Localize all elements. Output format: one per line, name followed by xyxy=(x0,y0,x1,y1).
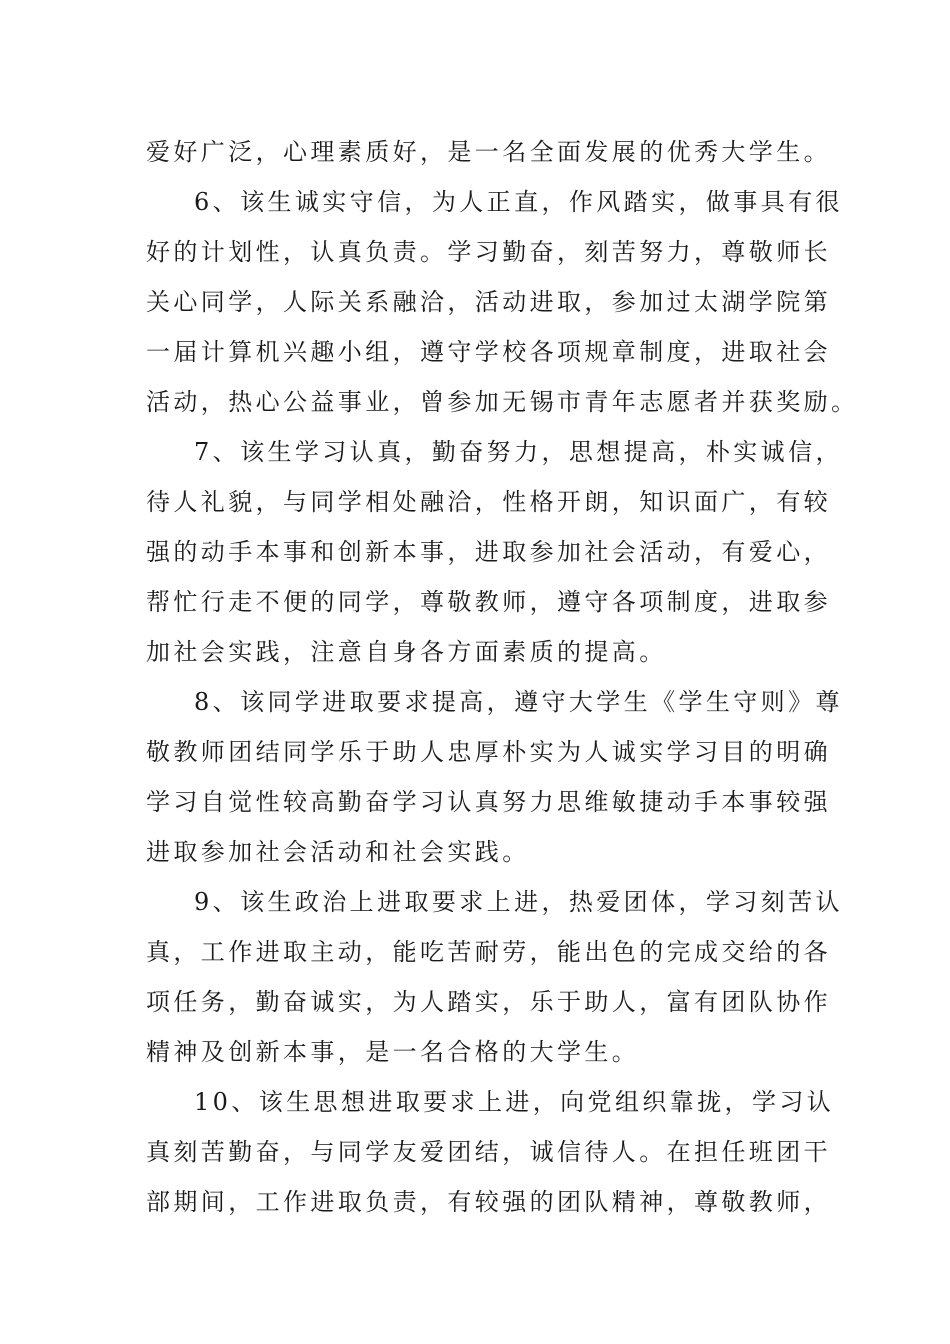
text-line: 9、该生政治上进取要求上进，热爱团体，学习刻苦认 xyxy=(194,888,843,916)
text-line: 真刻苦勤奋，与同学友爱团结，诚信待人。在担任班团干 xyxy=(146,1138,831,1166)
text-line: 好的计划性，认真负责。学习勤奋，刻苦努力，尊敬师长 xyxy=(146,238,831,266)
text-line: 项任务，勤奋诚实，为人踏实，乐于助人，富有团队协作 xyxy=(146,988,831,1016)
text-line: 进取参加社会活动和社会实践。 xyxy=(146,838,530,866)
text-line: 一届计算机兴趣小组，遵守学校各项规章制度，进取社会 xyxy=(146,338,831,366)
document-body xyxy=(146,127,859,1227)
text-line: 10、该生思想进取要求上进，向党组织靠拢，学习认 xyxy=(194,1088,835,1116)
text-line: 敬教师团结同学乐于助人忠厚朴实为人诚实学习目的明确 xyxy=(146,738,831,766)
text-line: 学习自觉性较高勤奋学习认真努力思维敏捷动手本事较强 xyxy=(146,788,831,816)
text-line: 加社会实践，注意自身各方面素质的提高。 xyxy=(146,638,667,666)
text-line: 关心同学，人际关系融洽，活动进取，参加过太湖学院第 xyxy=(146,288,831,316)
text-line: 7、该生学习认真，勤奋努力，思想提高，朴实诚信， xyxy=(194,438,843,466)
text-line: 部期间，工作进取负责，有较强的团队精神，尊敬教师， xyxy=(146,1188,831,1216)
text-line: 精神及创新本事，是一名合格的大学生。 xyxy=(146,1038,640,1066)
text-line: 待人礼貌，与同学相处融洽，性格开朗，知识面广，有较 xyxy=(146,488,831,516)
text-line: 爱好广泛，心理素质好，是一名全面发展的优秀大学生。 xyxy=(146,138,831,166)
text-line: 强的动手本事和创新本事，进取参加社会活动，有爱心， xyxy=(146,538,831,566)
text-line: 真，工作进取主动，能吃苦耐劳，能出色的完成交给的各 xyxy=(146,938,831,966)
text-line: 活动，热心公益事业，曾参加无锡市青年志愿者并获奖励。 xyxy=(146,388,859,416)
text-line: 帮忙行走不便的同学，尊敬教师，遵守各项制度，进取参 xyxy=(146,588,831,616)
text-line: 6、该生诚实守信，为人正直，作风踏实，做事具有很 xyxy=(194,188,843,216)
text-line: 8、该同学进取要求提高，遵守大学生《学生守则》尊 xyxy=(194,688,843,716)
